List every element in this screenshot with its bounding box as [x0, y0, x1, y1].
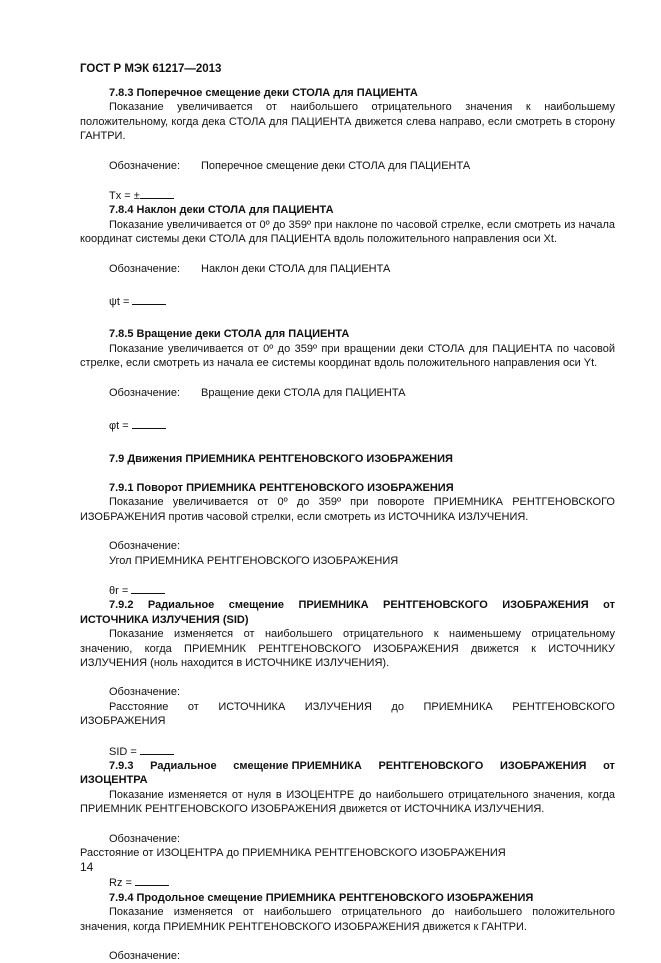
section-7-8-5-field — [80, 418, 615, 433]
designation-word: ИСТОЧНИКА — [218, 700, 286, 713]
designation-value: Вращение деки СТОЛА для ПАЦИЕНТА — [201, 386, 406, 399]
heading-word: Радиальное — [150, 760, 217, 772]
page-number: 14 — [80, 860, 94, 874]
field-blank — [140, 744, 174, 755]
heading-word: ИЗОБРАЖЕНИЯ — [499, 760, 587, 772]
section-7-8-3-body: Показание увеличивается от наибольшего отрицательного значения к наибольшему положительному, когда дека СТОЛА для ПАЦИЕНТА движется слева направо, если смотреть в сторону ГАНТРИ. — [80, 101, 615, 143]
section-7-9-3-heading — [80, 759, 615, 773]
heading-word: РЕНТГЕНОВСКОГО — [378, 760, 484, 772]
designation-word: до — [391, 700, 404, 713]
section-7-9-4-designation-label: Обозначение: — [109, 950, 181, 963]
section-7-9-1-field — [80, 583, 615, 598]
page-content — [80, 86, 615, 963]
field-symbol: ψt = — [109, 296, 130, 309]
section-7-8-4-body: Показание увеличивается от 0º до 359º при наклоне по часовой стрелке, если смотреть из начала координат системы деки СТОЛА для ПАЦИЕНТА вдоль положительного направления оси Xt. — [80, 218, 615, 246]
designation-label: Обозначение: — [109, 159, 181, 172]
section-7-9-2-body: Показание изменяется от наибольшего отрицательного к наименьшему отрицательному значению, когда ПРИЕМНИК РЕНТГЕНОВСКОГО ИЗОБРАЖЕНИЯ движется к ИСТОЧНИКУ ИЗЛУЧЕНИЯ (ноль находится в ИСТОЧНИКЕ ИЗЛУЧЕНИЯ). — [80, 628, 615, 669]
section-7-9-2-designation-value — [80, 700, 615, 714]
designation-word: Расстояние — [109, 700, 169, 713]
designation-label: Обозначение: — [109, 386, 181, 399]
heading-word: от — [603, 760, 615, 772]
field-symbol: φt = — [109, 420, 129, 433]
field-blank — [140, 188, 174, 199]
section-7-9-1-heading: 7.9.1 Поворот ПРИЕМНИКА РЕНТГЕНОВСКОГО ИЗОБРАЖЕНИЯ — [109, 481, 454, 494]
field-blank — [135, 875, 169, 886]
heading-word: Радиальное — [147, 599, 215, 612]
section-7-8-4-heading: 7.8.4 Наклон деки СТОЛА для ПАЦИЕНТА — [109, 204, 334, 217]
section-7-9-3-field — [80, 875, 615, 890]
field-blank — [132, 418, 166, 429]
section-7-9-3-heading-cont: ИЗОЦЕНТРА — [80, 774, 148, 787]
heading-word: 7.9.2 — [109, 599, 134, 612]
field-symbol: SID = — [109, 745, 137, 758]
field-blank — [131, 583, 165, 594]
field-symbol: Rz = — [109, 877, 132, 890]
heading-word: ПРИЕМНИКА — [298, 599, 369, 612]
field-symbol: Tx = ± — [109, 190, 140, 203]
section-7-9-2-field — [80, 744, 615, 759]
section-7-9-1-designation-label: Обозначение: — [109, 540, 181, 553]
section-7-8-3-field — [80, 188, 615, 203]
section-7-9-3-designation-value: Расстояние от ИЗОЦЕНТРА до ПРИЕМНИКА РЕНТГЕНОВСКОГО ИЗОБРАЖЕНИЯ — [80, 847, 506, 860]
designation-word: от — [187, 700, 199, 713]
section-7-8-4-field — [80, 294, 615, 309]
heading-word: ИЗОБРАЖЕНИЯ — [502, 599, 589, 612]
section-7-9-2-heading — [80, 598, 615, 612]
section-7-9-3-designation-label: Обозначение: — [109, 832, 181, 845]
section-7-9-4-heading: 7.9.4 Продольное смещение ПРИЕМНИКА РЕНТГЕНОВСКОГО ИЗОБРАЖЕНИЯ — [109, 891, 534, 904]
field-symbol: θr = — [109, 584, 129, 597]
section-7-8-4-designation — [80, 262, 615, 276]
section-7-9-2-designation-label: Обозначение: — [109, 686, 181, 699]
field-blank — [132, 294, 166, 305]
section-7-9-2-designation-cont: ИЗОБРАЖЕНИЯ — [80, 715, 166, 728]
section-7-9-1-designation-value: Угол ПРИЕМНИКА РЕНТГЕНОВСКОГО ИЗОБРАЖЕНИЯ — [109, 554, 399, 567]
section-7-8-5-designation — [80, 386, 615, 400]
section-7-9-3-body: Показание изменяется от нуля в ИЗОЦЕНТРЕ до наибольшего отрицательного значения, когда ПРИЕМНИК РЕНТГЕНОВСКОГО ИЗОБРАЖЕНИЯ движется от ИСТОЧНИКА ИЗЛУЧЕНИЯ. — [80, 788, 615, 816]
section-7-9-1-body: Показание увеличивается от 0º до 359º при повороте ПРИЕМНИКА РЕНТГЕНОВСКОГО ИЗОБРАЖЕНИЯ против часовой стрелки, если смотреть из ИСТОЧНИКА ИЗЛУЧЕНИЯ. — [80, 496, 615, 523]
designation-value: Поперечное смещение деки СТОЛА для ПАЦИЕНТА — [201, 159, 471, 172]
designation-word: ИЗЛУЧЕНИЯ — [304, 700, 372, 713]
designation-word: РЕНТГЕНОВСКОГО — [512, 700, 615, 713]
section-7-9-heading: 7.9 Движения ПРИЕМНИКА РЕНТГЕНОВСКОГО ИЗОБРАЖЕНИЯ — [109, 452, 453, 465]
designation-label: Обозначение: — [109, 262, 181, 275]
section-7-8-5-heading: 7.8.5 Вращение деки СТОЛА для ПАЦИЕНТА — [109, 328, 350, 341]
heading-word: смещение — [228, 599, 285, 612]
heading-word: смещение ПРИЕМНИКА — [233, 760, 362, 772]
section-7-9-4-body: Показание изменяется от наибольшего отрицательного до наибольшего положительного значения, когда ПРИЕМНИК РЕНТГЕНОВСКОГО ИЗОБРАЖЕНИЯ движется к ГАНТРИ. — [80, 906, 615, 933]
heading-word: от — [603, 599, 615, 612]
heading-word: 7.9.3 — [109, 760, 134, 772]
designation-value: Наклон деки СТОЛА для ПАЦИЕНТА — [201, 262, 391, 275]
section-7-8-5-body: Показание увеличивается от 0º до 359º при вращении деки СТОЛА для ПАЦИЕНТА по часовой стрелке, если смотреть из начала ее системы координат вдоль положительного направления оси Yt. — [80, 342, 615, 370]
standard-header: ГОСТ Р МЭК 61217—2013 — [80, 63, 222, 75]
heading-word: РЕНТГЕНОВСКОГО — [383, 599, 488, 612]
section-7-8-3-heading: 7.8.3 Поперечное смещение деки СТОЛА для ПАЦИЕНТА — [109, 87, 418, 99]
designation-word: ПРИЕМНИКА — [423, 700, 493, 713]
section-7-8-3-designation — [80, 159, 615, 173]
section-7-9-2-heading-cont: ИСТОЧНИКА ИЗЛУЧЕНИЯ (SID) — [80, 613, 249, 626]
